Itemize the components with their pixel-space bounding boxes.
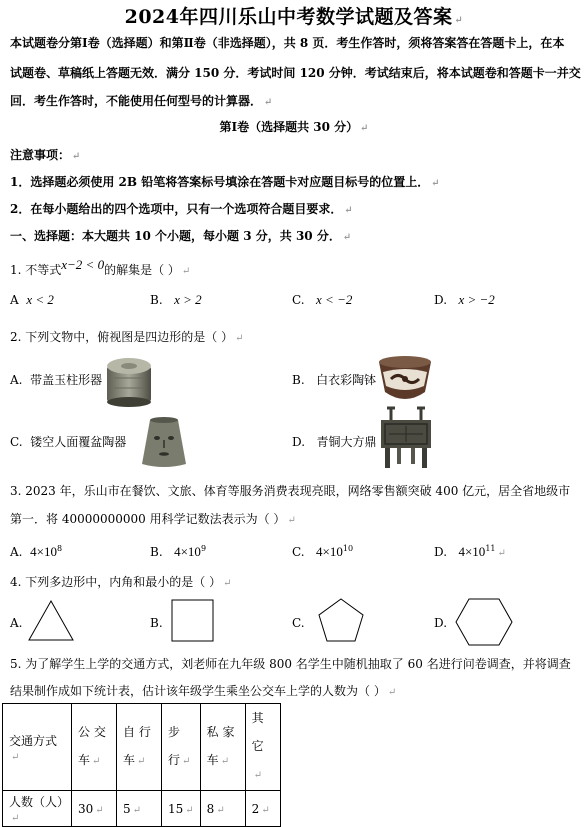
table-header-cell: 其 它↵ <box>245 704 280 791</box>
q1-option-a: A x < 2 <box>10 292 54 307</box>
page-title: 2024年四川乐山中考数学试题及答案 ↵ <box>124 6 464 28</box>
q2-option-b: B. 白衣彩陶钵 <box>292 373 377 387</box>
table-header-cell: 公 交 车 ↵ <box>72 704 117 791</box>
table-cell: 2 ↵ <box>245 791 280 827</box>
q2-stem: 2. 下列文物中，俯视图是四边形的是（ ） ↵ <box>10 330 244 344</box>
table-cell: 8 ↵ <box>200 791 245 827</box>
table-row <box>3 791 281 827</box>
pentagon-shape <box>316 596 366 646</box>
notice-item-2: 2．在每小题给出的四个选项中，只有一个选项符合题目要求． ↵ <box>10 202 353 216</box>
q2-option-d: D. 青铜大方鼎 <box>292 435 377 449</box>
table-header-cell: 私 家 车 ↵ <box>200 704 245 791</box>
hexagon-shape <box>454 596 514 648</box>
table-header-cell: 自 行 车 ↵ <box>117 704 162 791</box>
q3-option-c: C. $4\times 10^{10}$ <box>292 544 354 559</box>
section-heading: 第Ⅰ卷（选择题共 30 分） ↵ <box>219 120 369 134</box>
q3-option-a: A. $4\times 10^8$ <box>10 544 63 559</box>
q1-expression: x−2 < 0 <box>61 257 105 272</box>
q3-option-d: D. $4\times 10^{11}$ ↵ <box>434 544 506 559</box>
q1-option-c: C. x < −2 <box>292 292 353 307</box>
q1-option-b: B. x > 2 <box>150 292 202 307</box>
q5-line-1: 5. 为了解学生上学的交通方式，刘老师在九年级 800 名学生中随机抽取了 60 名进行问卷调查，并将调查 <box>10 657 571 671</box>
table-cell: 5 ↵ <box>117 791 162 827</box>
face-pottery-image <box>140 416 188 470</box>
q2-option-c: C. 镂空人面覆盆陶器 <box>10 435 127 449</box>
q3-line-1: 3. 2023 年，乐山市在餐饮、文旅、体育等服务消费表现亮眼，网络零售额突破 400 亿元，居全省地级市 <box>10 484 571 498</box>
q1-stem: 1. 不等式x−2 < 0的解集是（ ） ↵ <box>10 257 191 277</box>
table-header-row <box>3 704 281 791</box>
square-shape <box>170 598 216 644</box>
table-cell: 30 ↵ <box>72 791 117 827</box>
bronze-ding-image <box>375 406 437 470</box>
table-header-label: 交通方式↵ <box>3 704 72 791</box>
q5-line-2: 结果制作成如下统计表，估计该年级学生乘坐公交车上学的人数为（ ） ↵ <box>10 684 397 698</box>
q3-line-2: 第一．将 40000000000 用科学记数法表示为（ ） ↵ <box>10 512 296 526</box>
table-header-cell: 步 行 ↵ <box>162 704 201 791</box>
q4-stem: 4. 下列多边形中，内角和最小的是（ ） ↵ <box>10 575 232 589</box>
q1-option-d: D. x > −2 <box>434 292 495 307</box>
q4-option-b-label: B. <box>150 616 163 630</box>
q4-option-c-label: C. <box>292 616 305 630</box>
table-cell: 15 ↵ <box>162 791 201 827</box>
q2-option-a: A. 带盖玉柱形器 <box>10 373 103 387</box>
transport-table <box>2 703 281 827</box>
painted-pottery-bowl-image <box>375 352 435 408</box>
triangle-shape <box>26 598 76 644</box>
q4-option-a-label: A. <box>10 616 23 630</box>
q3-option-b: B. $4\times 10^9$ <box>150 544 207 559</box>
part-heading: 一、选择题：本大题共 10 个小题，每小题 3 分，共 30 分． ↵ <box>10 229 352 243</box>
jade-cylinder-artifact-image <box>104 354 154 408</box>
notice-item-1: 1．选择题必须使用 2B 铅笔将答案标号填涂在答题卡对应题目标号的位置上． ↵ <box>10 175 440 189</box>
intro-line-3: 回．考生作答时，不能使用任何型号的计算器． ↵ <box>10 94 273 108</box>
q4-option-d-label: D. <box>434 616 448 630</box>
intro-line-1: 本试题卷分第Ⅰ卷（选择题）和第Ⅱ卷（非选择题），共 8 页．考生作答时，须将答案答在答题卡上，在本 <box>10 36 565 50</box>
intro-line-2: 试题卷、草稿纸上答题无效．满分 150 分．考试时间 120 分钟．考试结束后，将本试题卷和答题卡一并交 <box>10 66 581 80</box>
table-row-label: 人数（人）↵ <box>3 791 72 827</box>
notice-title: 注意事项： ↵ <box>10 148 81 162</box>
